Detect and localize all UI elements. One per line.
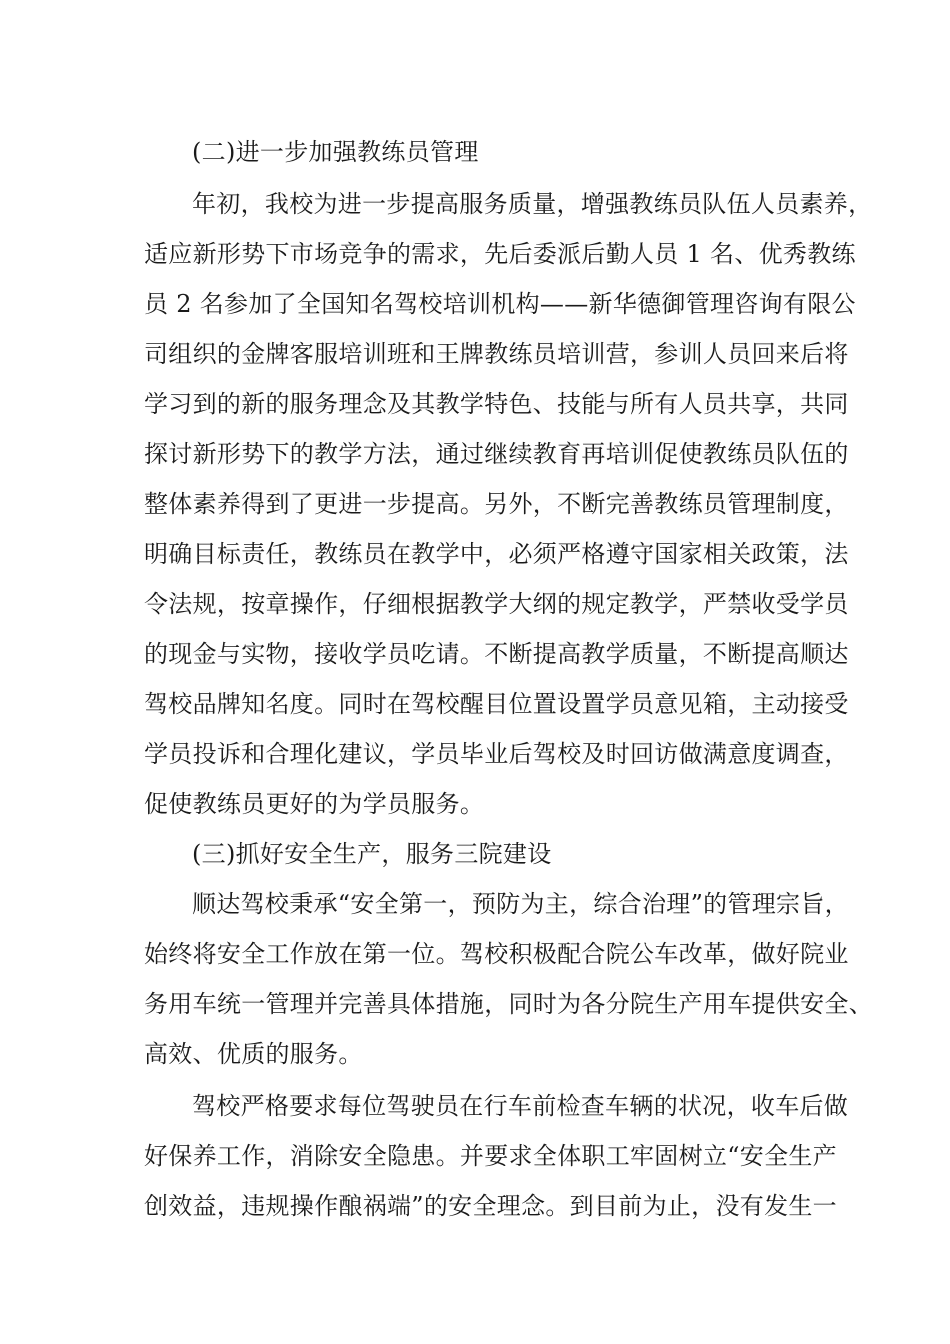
paragraph-line: 创效益，违规操作酿祸端”的安全理念。到目前为止，没有发生一 (144, 1192, 837, 1220)
paragraph-line: 整体素养得到了更进一步提高。另外，不断完善教练员管理制度， (144, 490, 849, 518)
paragraph-line: 学员投诉和合理化建议，学员毕业后驾校及时回访做满意度调查， (144, 740, 849, 768)
paragraph-line: 令法规，按章操作，仔细根据教学大纲的规定教学，严禁收受学员 (144, 590, 849, 618)
paragraph-line: 的现金与实物，接收学员吃请。不断提高教学质量，不断提高顺达 (144, 640, 849, 668)
paragraph-line: 探讨新形势下的教学方法，通过继续教育再培训促使教练员队伍的 (144, 440, 849, 468)
paragraph-line: 好保养工作，消除安全隐患。并要求全体职工牢固树立“安全生产 (144, 1142, 837, 1170)
section-heading-2: (二)进一步加强教练员管理 (192, 138, 479, 166)
paragraph-line: 明确目标责任，教练员在教学中，必须严格遵守国家相关政策，法 (144, 540, 849, 568)
paragraph-line: 适应新形势下市场竞争的需求，先后委派后勤人员 1 名、优秀教练 (144, 240, 856, 268)
paragraph-line: 员 2 名参加了全国知名驾校培训机构——新华德御管理咨询有限公 (144, 290, 856, 318)
paragraph-line: 高效、优质的服务。 (144, 1040, 363, 1068)
paragraph-line: 驾校严格要求每位驾驶员在行车前检查车辆的状况，收车后做 (192, 1092, 849, 1120)
paragraph-line: 驾校品牌知名度。同时在驾校醒目位置设置学员意见箱，主动接受 (144, 690, 849, 718)
paragraph-line: 学习到的新的服务理念及其教学特色、技能与所有人员共享，共同 (144, 390, 849, 418)
section-heading-3: (三)抓好安全生产，服务三院建设 (192, 840, 552, 868)
paragraph-line: 务用车统一管理并完善具体措施，同时为各分院生产用车提供安全、 (144, 990, 873, 1018)
paragraph-line: 始终将安全工作放在第一位。驾校积极配合院公车改革，做好院业 (144, 940, 849, 968)
paragraph-line: 顺达驾校秉承“安全第一，预防为主，综合治理”的管理宗旨， (192, 890, 849, 918)
paragraph-line: 司组织的金牌客服培训班和王牌教练员培训营，参训人员回来后将 (144, 340, 849, 368)
paragraph-line: 年初，我校为进一步提高服务质量，增强教练员队伍人员素养， (192, 190, 873, 218)
paragraph-line: 促使教练员更好的为学员服务。 (144, 790, 485, 818)
